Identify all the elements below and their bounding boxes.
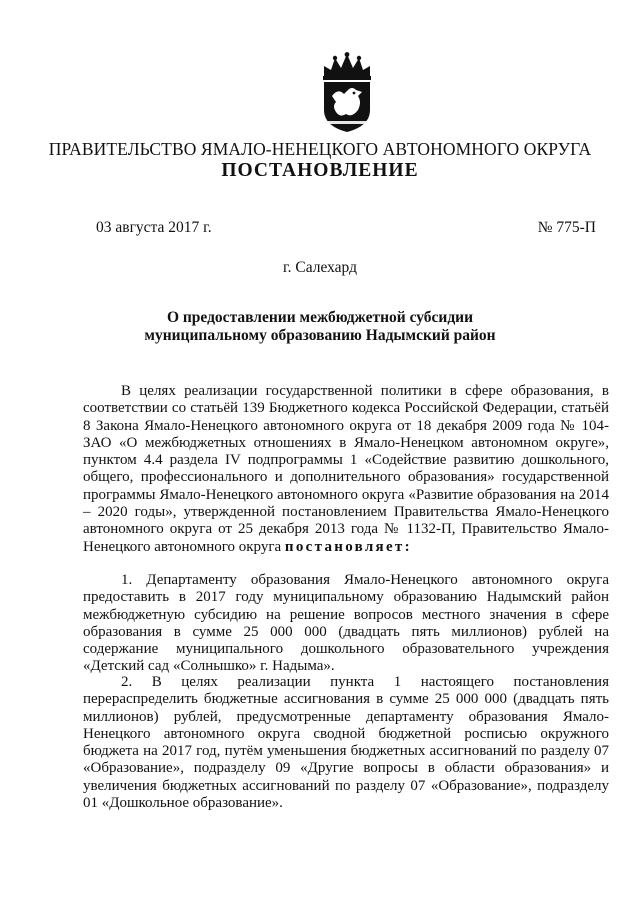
title-line-1: О предоставлении межбюджетной субсидии [166,309,474,326]
document-city: г. Салехард [283,259,357,276]
item-1-text: 1. Департаменту образования Ямало-Ненецкого автономного округа предоставить в 2017 году муниципальному образованию Надымский район межбюджетную субсидию на решение вопросов местного значения в сфере образования в сумме 25 000 000 (двадцать пять миллионов) рублей на содержание муниципального дошкольного образовательного учреждения «Детский сад «Солнышко» г. Надыма». [83,572,609,675]
enacts-word: постановляет: [284,538,412,555]
document-number: № 775-П [537,219,596,236]
preamble-text: В целях реализации государственной политики в сфере образования, в соответствии со статьёй 139 Бюджетного кодекса Российской Федерации, статьёй 8 Закона Ямало-Ненецкого автономного округа от 18 декабря 2009 года № 104-ЗАО «О межбюджетных отношениях в Ямало-Ненецком автономном округе», пунктом 4.4 раздела IV подпрограммы 1 «Содействие развитию дошкольного, общего, профессионального и дополнительного образования» государственной программы Ямало-Ненецкого автономного округа «Развитие образования на 2014 – 2020 годы», утвержденной постановлением Правительства Ямало-Ненецкого автономного округа от 25 декабря 2013 года № 1132-П, Правительство Ямало-Ненецкого автономного округа [83,383,609,555]
preamble-paragraph [83,383,609,556]
title-line-2: муниципальному образованию Надымский район [144,327,496,344]
document-title [0,309,640,345]
document-type: ПОСТАНОВЛЕНИЕ [221,160,419,181]
item-2-paragraph [83,674,609,812]
item-2-text: 2. В целях реализации пункта 1 настоящего постановления перераспределить бюджетные ассигнования в сумме 25 000 000 (двадцать пять миллионов) рублей, предусмотренные департаменту образования Ямало-Ненецкого автономного округа сводной бюджетной росписью окружного бюджета на 2017 год, путём уменьшения бюджетных ассигнований по разделу 07 «Образование», подразделу 09 «Другие вопросы в области образования» и увеличения бюджетных ассигнований по разделу 07 «Образование», подразделу 01 «Дошкольное образование». [83,674,609,812]
item-1-paragraph [83,572,609,676]
authority-name: ПРАВИТЕЛЬСТВО ЯМАЛО-НЕНЕЦКОГО АВТОНОМНОГО ОКРУГА [48,139,592,159]
document-date: 03 августа 2017 г. [96,219,212,236]
yanao-coat-of-arms-icon [318,52,376,134]
